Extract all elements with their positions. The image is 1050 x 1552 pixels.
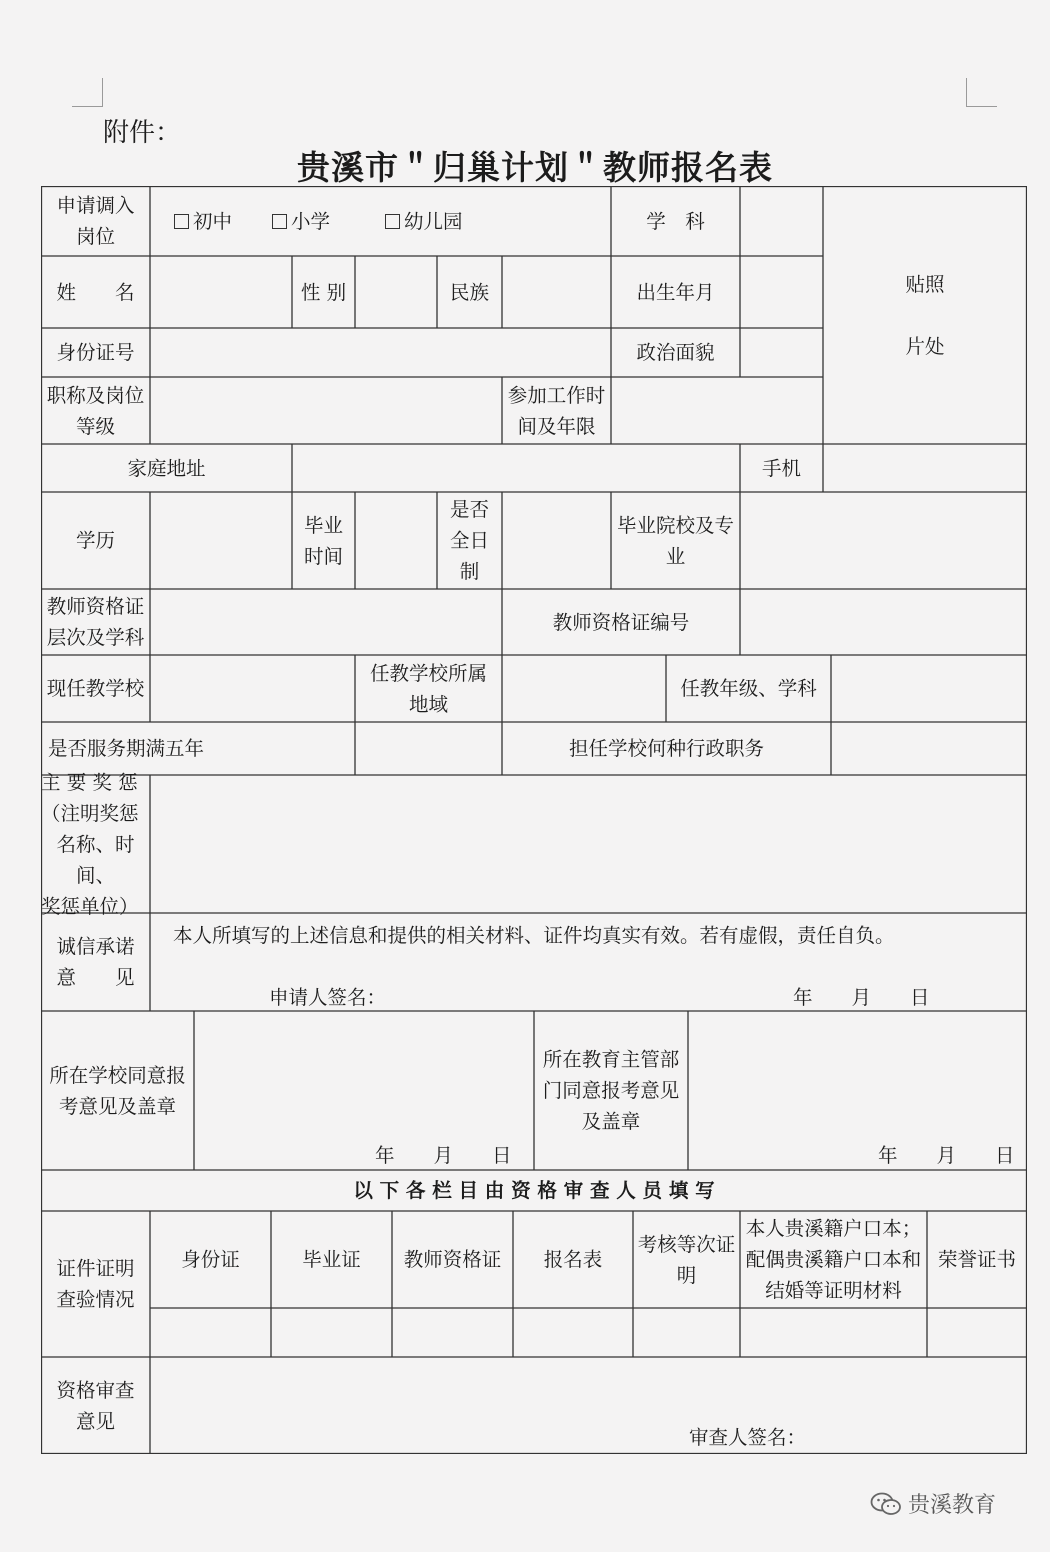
assessment-line1: 考核等次证	[637, 1232, 736, 1256]
photo-area	[823, 246, 1027, 386]
dept-approval-line2: 门同意报考意见	[542, 1079, 680, 1102]
cert-level-line2: 层次及学科	[46, 626, 145, 649]
school-area-line2: 地域	[408, 692, 448, 716]
ethnic-field[interactable]	[502, 256, 611, 328]
apply-position-label-line1: 申请调入	[56, 194, 135, 217]
graduation-time-label	[292, 492, 355, 589]
name-field[interactable]	[150, 256, 292, 328]
qualification-review-line2: 意见	[75, 1409, 115, 1433]
cert-check-line2: 查验情况	[56, 1288, 135, 1311]
qualification-review-line1: 资格审查	[56, 1378, 135, 1402]
political-field[interactable]	[740, 328, 823, 377]
check-diploma-field[interactable]	[271, 1308, 392, 1357]
dept-approval-line3: 及盖章	[581, 1110, 641, 1133]
option-junior-high[interactable]	[174, 206, 232, 237]
graduate-school-field[interactable]	[740, 492, 1027, 589]
awards-line4: 奖惩单位）	[41, 894, 139, 918]
current-school-label: 现任教学校	[46, 677, 145, 700]
work-start-line1: 参加工作时	[507, 383, 606, 407]
apply-position-label	[41, 186, 150, 256]
admin-duty-label: 担任学校何种行政职务	[568, 737, 764, 760]
col-assessment-proof	[633, 1211, 740, 1308]
address-label: 家庭地址	[127, 456, 206, 480]
cert-check-line1: 证件证明	[56, 1257, 135, 1280]
cert-level-field[interactable]	[150, 589, 502, 655]
applicant-signature-label[interactable]: 申请人签名：	[269, 985, 387, 1009]
col-id-card: 身份证	[181, 1248, 240, 1271]
school-area-label	[355, 655, 502, 722]
dept-approval-label	[534, 1011, 688, 1170]
graduation-time-line2: 时间	[303, 544, 343, 568]
admin-duty-field[interactable]	[831, 722, 1027, 775]
apply-position-label-line2: 岗位	[75, 225, 115, 248]
political-label: 政治面貌	[636, 341, 715, 364]
school-area-line1: 任教学校所属	[369, 661, 487, 685]
corner-mark-top-right	[966, 78, 997, 107]
service-term-label: 是否服务期满五年	[47, 737, 204, 760]
current-school-field[interactable]	[150, 655, 355, 722]
education-field[interactable]	[150, 492, 292, 589]
birth-field[interactable]	[740, 256, 823, 328]
assessment-line2: 明	[676, 1263, 697, 1287]
check-teacher-cert-field[interactable]	[392, 1308, 513, 1357]
corner-mark-top-left	[72, 78, 103, 107]
work-start-field[interactable]	[611, 377, 823, 444]
cert-check-label	[41, 1211, 150, 1357]
full-time-line2: 全日	[449, 529, 489, 552]
gender-label: 性 别	[300, 280, 347, 304]
graduate-school-line1: 毕业院校及专	[616, 513, 734, 537]
check-application-form-field[interactable]	[513, 1308, 633, 1357]
title-grade-label	[41, 377, 150, 444]
awards-label	[41, 770, 150, 918]
integrity-statement: 本人所填写的上述信息和提供的相关材料、证件均真实有效。若有虚假，责任自负。	[173, 923, 895, 947]
subject-label: 学 科	[646, 209, 705, 233]
qualification-review-field[interactable]	[150, 1357, 1027, 1417]
reviewer-signature-label[interactable]: 审查人签名：	[689, 1425, 807, 1449]
service-term-field[interactable]	[355, 722, 502, 775]
school-approval-field[interactable]	[194, 1011, 534, 1131]
reviewer-section-banner: 以 下 各 栏 目 由 资 格 审 查 人 员 填 写	[353, 1179, 715, 1202]
integrity-line1: 诚信承诺	[56, 935, 135, 958]
ethnic-label: 民族	[449, 280, 489, 304]
hukou-line2: 配偶贵溪籍户口本和	[745, 1248, 922, 1271]
work-start-label	[502, 377, 611, 444]
registration-form-table	[41, 186, 1027, 1454]
school-approval-label	[41, 1011, 194, 1170]
school-approval-date[interactable]: 年 月 日	[375, 1143, 512, 1167]
full-time-field[interactable]	[502, 492, 611, 589]
graduate-school-line2: 业	[665, 544, 686, 568]
phone-field[interactable]	[823, 444, 1027, 492]
col-honor-cert: 荣誉证书	[937, 1248, 1016, 1271]
qualification-review-label	[41, 1357, 150, 1454]
photo-label-line1: 贴照	[905, 273, 945, 296]
watermark-text: 贵溪教育	[908, 1493, 997, 1518]
cert-number-label: 教师资格证编号	[552, 610, 690, 634]
awards-line2: （注明奖惩	[41, 801, 139, 825]
school-approval-line2: 考意见及盖章	[58, 1094, 176, 1118]
title-grade-field[interactable]	[150, 377, 502, 444]
cert-level-line1: 教师资格证	[46, 595, 145, 618]
awards-line1: 主 要 奖 惩	[41, 770, 138, 794]
grade-subject-label: 任教年级、学科	[680, 677, 817, 700]
full-time-label	[437, 492, 502, 589]
hukou-line1: 本人贵溪籍户口本；	[745, 1217, 922, 1240]
integrity-label	[41, 913, 150, 1011]
form-title: 贵溪市＂归巢计划＂教师报名表	[297, 148, 773, 187]
title-grade-line1: 职称及岗位	[46, 383, 145, 407]
checkbox-icon[interactable]	[385, 214, 400, 229]
grade-subject-field[interactable]	[831, 655, 1027, 722]
option-primary-label: 小学	[291, 209, 331, 233]
phone-label: 手机	[761, 456, 801, 480]
awards-line3: 名称、时间、	[56, 832, 135, 887]
option-primary[interactable]	[272, 206, 330, 237]
applicant-date[interactable]: 年 月 日	[793, 985, 930, 1009]
awards-field[interactable]	[150, 775, 1027, 913]
dept-approval-field[interactable]	[688, 1011, 1027, 1131]
dept-approval-line1: 所在教育主管部	[542, 1048, 680, 1071]
check-hukou-field[interactable]	[740, 1308, 927, 1357]
checkbox-icon[interactable]	[174, 214, 189, 229]
check-assessment-field[interactable]	[633, 1308, 740, 1357]
school-area-field[interactable]	[502, 655, 666, 722]
cert-number-field[interactable]	[740, 589, 1027, 655]
col-diploma: 毕业证	[302, 1248, 361, 1271]
graduate-school-label	[611, 492, 740, 589]
cert-level-label	[41, 589, 150, 655]
address-field[interactable]	[292, 444, 740, 492]
full-time-line1: 是否	[449, 498, 489, 521]
education-label: 学历	[75, 529, 115, 552]
watermark	[870, 1488, 996, 1519]
graduation-time-field[interactable]	[355, 492, 437, 589]
work-start-line2: 间及年限	[517, 414, 596, 438]
option-kindergarten[interactable]	[385, 206, 463, 237]
option-kindergarten-label: 幼儿园	[404, 209, 463, 233]
check-id-card-field[interactable]	[150, 1308, 271, 1357]
birth-label: 出生年月	[636, 280, 715, 304]
hukou-line3: 结婚等证明材料	[765, 1279, 902, 1302]
col-hukou-proof	[740, 1211, 927, 1308]
integrity-line2: 意 见	[56, 966, 135, 989]
full-time-line3: 制	[459, 560, 480, 583]
subject-field[interactable]	[740, 186, 823, 256]
col-application-form: 报名表	[543, 1248, 603, 1271]
gender-field[interactable]	[355, 256, 437, 328]
wechat-icon	[870, 1491, 902, 1517]
name-label: 姓 名	[56, 280, 135, 304]
photo-label-line2: 片处	[905, 335, 945, 358]
title-grade-line2: 等级	[75, 414, 115, 438]
option-junior-high-label: 初中	[193, 209, 233, 233]
check-honor-field[interactable]	[927, 1308, 1027, 1357]
col-teacher-cert: 教师资格证	[403, 1248, 502, 1271]
position-options	[174, 186, 604, 256]
id-field[interactable]	[150, 328, 611, 377]
attachment-label: 附件：	[103, 118, 182, 148]
id-label: 身份证号	[56, 341, 135, 364]
checkbox-icon[interactable]	[272, 214, 287, 229]
school-approval-line1: 所在学校同意报	[49, 1063, 186, 1087]
graduation-time-line1: 毕业	[303, 513, 343, 537]
dept-approval-date[interactable]: 年 月 日	[878, 1143, 1015, 1167]
